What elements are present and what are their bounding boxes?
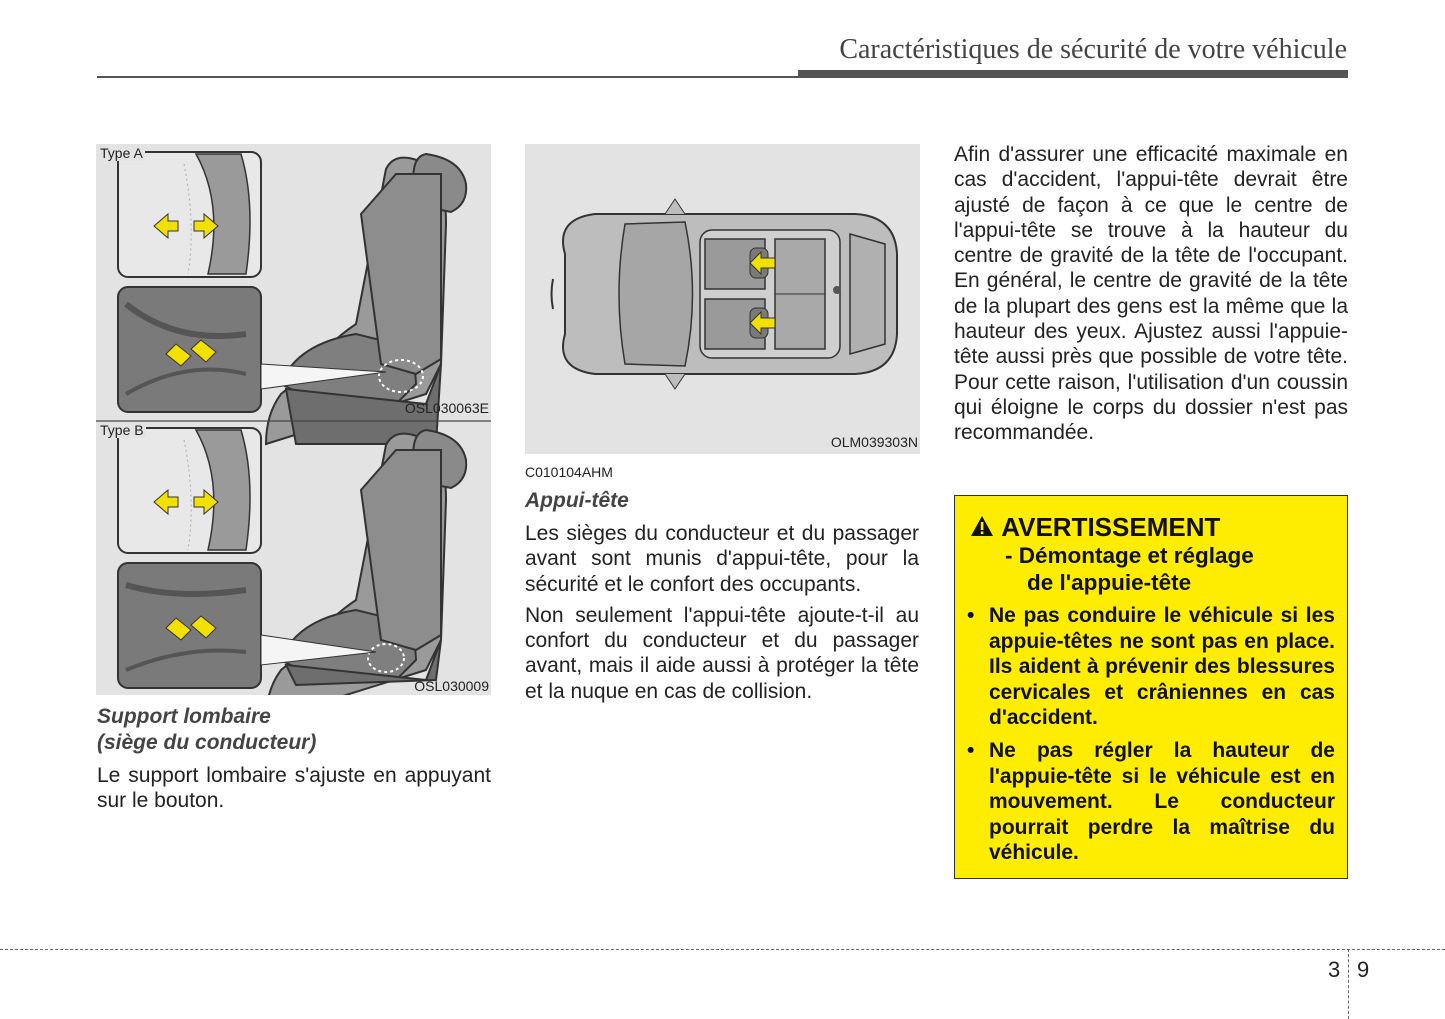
footer-dashed-rule xyxy=(0,949,1445,950)
lumbar-heading-line2: (siège du conducteur) xyxy=(97,731,317,754)
headrest-paragraph-1: Les sièges du conducteur et du passager avant sont munis d'appui-tête, pour la sécurité et le confort des occupants. xyxy=(525,522,919,596)
type-b-label: Type B xyxy=(100,422,144,438)
page-header-title: Caractéristiques de sécurité de votre véhicule xyxy=(839,34,1347,65)
warning-subtitle xyxy=(1005,542,1254,596)
seat-illustration-type-b xyxy=(118,428,466,695)
warning-item xyxy=(967,738,1335,866)
warning-subtitle-line1: - Démontage et réglage xyxy=(1005,543,1254,568)
warning-box xyxy=(954,495,1348,879)
warning-triangle-icon xyxy=(969,514,995,538)
headrest-heading: Appui-tête xyxy=(525,489,629,512)
headrest-car-figure xyxy=(525,144,920,454)
section-number: 3 xyxy=(1328,957,1341,982)
warning-title-row xyxy=(969,512,1220,543)
lumbar-support-heading xyxy=(97,704,491,756)
headrest-body xyxy=(525,521,919,710)
warning-list xyxy=(967,603,1335,873)
warning-item-text: Ne pas régler la hauteur de l'appuie-tête si le véhicule est en mouvement. Le conducteur pourrait perdre la maîtrise du véhicule. xyxy=(989,738,1335,865)
lumbar-support-body: Le support lombaire s'ajuste en appuyant sur le bouton. xyxy=(97,764,491,813)
section-code: C010104AHM xyxy=(525,464,613,480)
warning-subtitle-line2: de l'appuie-tête xyxy=(1027,570,1192,595)
headrest-adjust-body: Afin d'assurer une efficacité maximale en cas d'accident, l'appui-tête devrait être ajusté de façon à ce que le centre de l'appui-tête se trouve à la hauteur du centre de gravité de la tête de l'occupant. En général, le centre de gravité de la tête de la plupart des gens est la même que la hauteur des yeux. Ajustez aussi l'appuie-tête aussi près que possible de votre tête. Pour cette raison, l'utilisation d'un coussin qui éloigne le corps du dossier n'est pas recommandée. xyxy=(954,143,1348,445)
warning-title: AVERTISSEMENT xyxy=(1001,512,1221,542)
lumbar-support-figure xyxy=(96,144,491,695)
warning-bullet: • xyxy=(967,604,975,627)
lumbar-heading-line1: Support lombaire xyxy=(97,705,271,728)
type-a-label: Type A xyxy=(100,145,143,161)
type-b-figure-code: OSL030009 xyxy=(414,678,489,694)
warning-bullet: • xyxy=(967,738,975,762)
type-a-bottom-inset xyxy=(118,287,261,412)
car-top-view-illustration xyxy=(525,144,920,454)
warning-item xyxy=(967,603,1335,731)
type-a-figure-code: OSL030063E xyxy=(404,400,489,416)
footer-page-divider xyxy=(1348,949,1349,1019)
page-number: 9 xyxy=(1357,957,1370,982)
header-bar xyxy=(798,70,1348,78)
warning-item-text: Ne pas conduire le véhicule si les appuie-têtes ne sont pas en place. Ils aident à prévenir des blessures cervicales et crâniennes en cas d'accident. xyxy=(989,604,1335,730)
headrest-paragraph-2: Non seulement l'appui-tête ajoute-t-il au confort du conducteur et du passager avant, mais il aide aussi à protéger la tête et la nuque en cas de collision. xyxy=(525,603,919,703)
car-figure-code: OLM039303N xyxy=(830,434,918,450)
lumbar-support-illustration xyxy=(96,144,491,695)
